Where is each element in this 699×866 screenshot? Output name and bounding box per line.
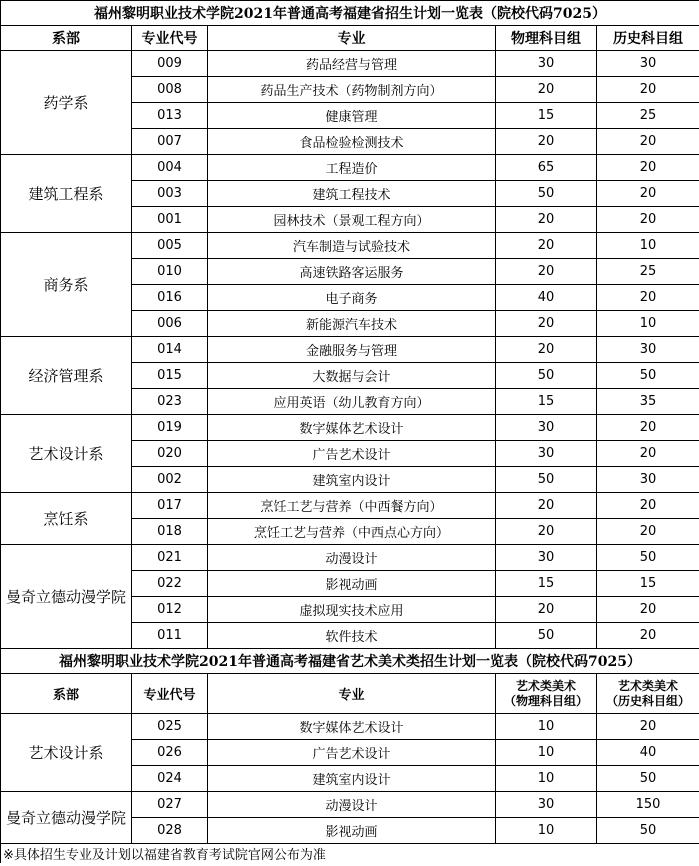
major-name-cell: 动漫设计 [208, 792, 496, 818]
major-name-cell: 大数据与会计 [208, 363, 496, 389]
major-name-cell: 虚拟现实技术应用 [208, 597, 496, 623]
history-count-cell: 50 [597, 766, 699, 792]
dept-cell: 药学系 [1, 51, 132, 155]
major-name-cell: 建筑室内设计 [208, 467, 496, 493]
history-count-cell: 15 [597, 571, 699, 597]
major-code-cell: 028 [132, 818, 208, 844]
major-name-cell: 电子商务 [208, 285, 496, 311]
physics-count-cell: 30 [496, 792, 597, 818]
header-history: 历史科目组 [597, 26, 699, 51]
physics-count-cell: 30 [496, 545, 597, 571]
history-count-cell: 20 [597, 493, 699, 519]
major-name-cell: 食品检验检测技术 [208, 129, 496, 155]
major-code-cell: 004 [132, 155, 208, 181]
history-count-cell: 50 [597, 545, 699, 571]
major-name-cell: 数字媒体艺术设计 [208, 415, 496, 441]
history-count-cell: 20 [597, 285, 699, 311]
physics-count-cell: 20 [496, 493, 597, 519]
history-count-cell: 20 [597, 77, 699, 103]
physics-count-cell: 30 [496, 415, 597, 441]
major-code-cell: 014 [132, 337, 208, 363]
major-name-cell: 药品经营与管理 [208, 51, 496, 77]
major-code-cell: 021 [132, 545, 208, 571]
history-count-cell: 20 [597, 623, 699, 649]
dept-cell: 烹饪系 [1, 493, 132, 545]
physics-count-cell: 40 [496, 285, 597, 311]
major-name-cell: 药品生产技术（药物制剂方向） [208, 77, 496, 103]
major-name-cell: 广告艺术设计 [208, 740, 496, 766]
table-row [1, 233, 699, 259]
major-code-cell: 013 [132, 103, 208, 129]
major-code-cell: 002 [132, 467, 208, 493]
major-code-cell: 023 [132, 389, 208, 415]
major-name-cell: 应用英语（幼儿教育方向） [208, 389, 496, 415]
history-count-cell: 20 [597, 441, 699, 467]
header2-physics-line1: 艺术类美术 [515, 678, 576, 693]
major-name-cell: 广告艺术设计 [208, 441, 496, 467]
major-code-cell: 022 [132, 571, 208, 597]
major-name-cell: 数字媒体艺术设计 [208, 714, 496, 740]
header2-history-line1: 艺术类美术 [618, 678, 679, 693]
table1-header-row [1, 26, 699, 51]
history-count-cell: 40 [597, 740, 699, 766]
major-code-cell: 010 [132, 259, 208, 285]
major-code-cell: 008 [132, 77, 208, 103]
major-name-cell: 动漫设计 [208, 545, 496, 571]
dept-cell: 艺术设计系 [1, 415, 132, 493]
major-name-cell: 工程造价 [208, 155, 496, 181]
major-name-cell: 金融服务与管理 [208, 337, 496, 363]
dept-cell: 商务系 [1, 233, 132, 337]
physics-count-cell: 50 [496, 467, 597, 493]
table-row [1, 545, 699, 571]
major-code-cell: 024 [132, 766, 208, 792]
header2-history [597, 674, 699, 714]
dept-cell: 曼奇立德动漫学院 [1, 792, 132, 844]
header-major: 专业 [208, 26, 496, 51]
table1-title: 福州黎明职业技术学院2021年普通高考福建省招生计划一览表（院校代码7025） [1, 1, 699, 26]
major-code-cell: 005 [132, 233, 208, 259]
physics-count-cell: 20 [496, 77, 597, 103]
major-name-cell: 汽车制造与试验技术 [208, 233, 496, 259]
major-name-cell: 建筑室内设计 [208, 766, 496, 792]
major-name-cell: 高速铁路客运服务 [208, 259, 496, 285]
major-code-cell: 020 [132, 441, 208, 467]
header2-physics-line2: （物理科目组） [503, 693, 588, 708]
major-name-cell: 健康管理 [208, 103, 496, 129]
history-count-cell: 50 [597, 363, 699, 389]
physics-count-cell: 50 [496, 181, 597, 207]
header-code: 专业代号 [132, 26, 208, 51]
physics-count-cell: 10 [496, 818, 597, 844]
physics-count-cell: 20 [496, 259, 597, 285]
major-code-cell: 026 [132, 740, 208, 766]
history-count-cell: 30 [597, 51, 699, 77]
major-name-cell: 影视动画 [208, 818, 496, 844]
physics-count-cell: 10 [496, 740, 597, 766]
table-row [1, 155, 699, 181]
history-count-cell: 10 [597, 233, 699, 259]
history-count-cell: 25 [597, 259, 699, 285]
major-code-cell: 025 [132, 714, 208, 740]
major-code-cell: 012 [132, 597, 208, 623]
physics-count-cell: 15 [496, 389, 597, 415]
major-code-cell: 027 [132, 792, 208, 818]
major-code-cell: 015 [132, 363, 208, 389]
header2-dept: 系部 [1, 674, 132, 714]
history-count-cell: 10 [597, 311, 699, 337]
major-code-cell: 009 [132, 51, 208, 77]
history-count-cell: 20 [597, 155, 699, 181]
physics-count-cell: 30 [496, 51, 597, 77]
major-name-cell: 烹饪工艺与营养（中西点心方向） [208, 519, 496, 545]
major-name-cell: 烹饪工艺与营养（中西餐方向） [208, 493, 496, 519]
history-count-cell: 20 [597, 207, 699, 233]
header-physics: 物理科目组 [496, 26, 597, 51]
physics-count-cell: 20 [496, 207, 597, 233]
major-name-cell: 建筑工程技术 [208, 181, 496, 207]
major-code-cell: 003 [132, 181, 208, 207]
history-count-cell: 20 [597, 519, 699, 545]
physics-count-cell: 65 [496, 155, 597, 181]
major-name-cell: 影视动画 [208, 571, 496, 597]
history-count-cell: 20 [597, 714, 699, 740]
physics-count-cell: 15 [496, 103, 597, 129]
physics-count-cell: 20 [496, 129, 597, 155]
history-count-cell: 20 [597, 597, 699, 623]
history-count-cell: 20 [597, 129, 699, 155]
history-count-cell: 20 [597, 181, 699, 207]
table2-title: 福州黎明职业技术学院2021年普通高考福建省艺术美术类招生计划一览表（院校代码7025） [1, 649, 699, 674]
header2-major: 专业 [208, 674, 496, 714]
physics-count-cell: 20 [496, 519, 597, 545]
physics-count-cell: 15 [496, 571, 597, 597]
history-count-cell: 50 [597, 818, 699, 844]
physics-count-cell: 30 [496, 441, 597, 467]
major-code-cell: 017 [132, 493, 208, 519]
physics-count-cell: 20 [496, 597, 597, 623]
table-row [1, 792, 699, 818]
table-row [1, 714, 699, 740]
major-code-cell: 011 [132, 623, 208, 649]
table-row [1, 493, 699, 519]
table-row [1, 337, 699, 363]
major-code-cell: 016 [132, 285, 208, 311]
history-count-cell: 150 [597, 792, 699, 818]
header2-physics [496, 674, 597, 714]
history-count-cell: 30 [597, 467, 699, 493]
header-dept: 系部 [1, 26, 132, 51]
physics-count-cell: 50 [496, 363, 597, 389]
major-name-cell: 新能源汽车技术 [208, 311, 496, 337]
history-count-cell: 30 [597, 337, 699, 363]
history-count-cell: 35 [597, 389, 699, 415]
header2-code: 专业代号 [132, 674, 208, 714]
header2-history-line2: （历史科目组） [606, 693, 691, 708]
physics-count-cell: 20 [496, 337, 597, 363]
major-name-cell: 软件技术 [208, 623, 496, 649]
physics-count-cell: 10 [496, 766, 597, 792]
physics-count-cell: 20 [496, 311, 597, 337]
dept-cell: 经济管理系 [1, 337, 132, 415]
major-code-cell: 001 [132, 207, 208, 233]
major-code-cell: 018 [132, 519, 208, 545]
physics-count-cell: 20 [496, 233, 597, 259]
major-code-cell: 007 [132, 129, 208, 155]
major-code-cell: 006 [132, 311, 208, 337]
dept-cell: 曼奇立德动漫学院 [1, 545, 132, 649]
history-count-cell: 20 [597, 415, 699, 441]
major-name-cell: 园林技术（景观工程方向） [208, 207, 496, 233]
history-count-cell: 25 [597, 103, 699, 129]
dept-cell: 建筑工程系 [1, 155, 132, 233]
table2-header-row [1, 674, 699, 714]
footnote: ※具体招生专业及计划以福建省教育考试院官网公布为准 [1, 844, 699, 864]
table-row [1, 415, 699, 441]
major-code-cell: 019 [132, 415, 208, 441]
physics-count-cell: 10 [496, 714, 597, 740]
physics-count-cell: 50 [496, 623, 597, 649]
table-row [1, 51, 699, 77]
dept-cell: 艺术设计系 [1, 714, 132, 792]
